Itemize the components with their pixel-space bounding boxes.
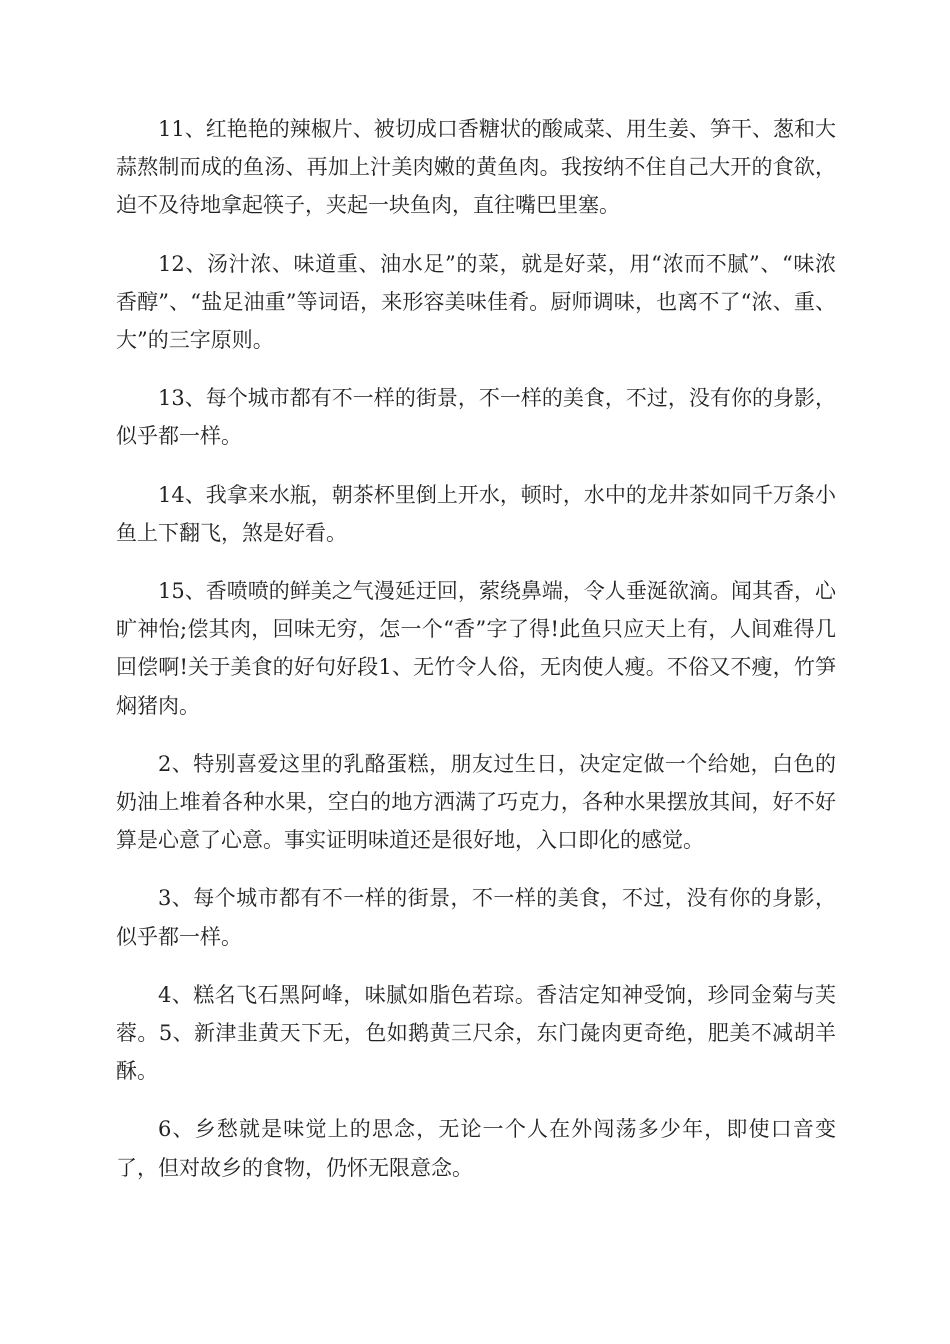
paragraph-2: 2、特别喜爱这里的乳酪蛋糕，朋友过生日，决定定做一个给她，白色的奶油上堆着各种水果，空白的地方洒满了巧克力，各种水果摆放其间，好不好算是心意了心意。事实证明味道还是很好地，入口即化的感觉。	[116, 751, 836, 853]
paragraph-13: 13、每个城市都有不一样的街景，不一样的美食，不过，没有你的身影，似乎都一样。	[116, 386, 836, 449]
paragraph-12: 12、汤汁浓、味道重、油水足”的菜，就是好菜，用“浓而不腻”、“味浓香醇”、“盐足油重”等词语，来形容美味佳肴。厨师调味，也离不了“浓、重、大”的三字原则。	[116, 251, 836, 353]
paragraph-11: 11、红艳艳的辣椒片、被切成口香糖状的酸咸菜、用生姜、笋干、葱和大蒜熬制而成的鱼汤、再加上汁美肉嫩的黄鱼肉。我按纳不住自己大开的食欲，迫不及待地拿起筷子，夹起一块鱼肉，直往嘴巴里塞。	[116, 117, 836, 218]
document-body	[116, 110, 836, 1207]
paragraph-6: 6、乡愁就是味觉上的思念，无论一个人在外闯荡多少年，即使口音变了，但对故乡的食物，仍怀无限意念。	[116, 1117, 836, 1180]
paragraph-15: 15、香喷喷的鲜美之气漫延迂回，萦绕鼻端，令人垂涎欲滴。闻其香，心旷神怡;偿其肉，回味无穷，怎一个“香”字了得!此鱼只应天上有，人间难得几回偿啊!关于美食的好句好段1、无竹令人俗，无肉使人瘦。不俗又不瘦，竹笋焖猪肉。	[116, 579, 836, 718]
paragraph-14: 14、我拿来水瓶，朝茶杯里倒上开水，顿时，水中的龙井茶如同千万条小鱼上下翻飞，煞是好看。	[116, 482, 836, 545]
paragraph-3: 3、每个城市都有不一样的街景，不一样的美食，不过，没有你的身影，似乎都一样。	[116, 886, 836, 949]
paragraph-4-5: 4、糕名飞石黑阿峰，味腻如脂色若琮。香洁定知神受饷，珍同金菊与芙蓉。5、新津韭黄天下无，色如鹅黄三尺余，东门彘肉更奇绝，肥美不减胡羊酥。	[116, 982, 836, 1084]
